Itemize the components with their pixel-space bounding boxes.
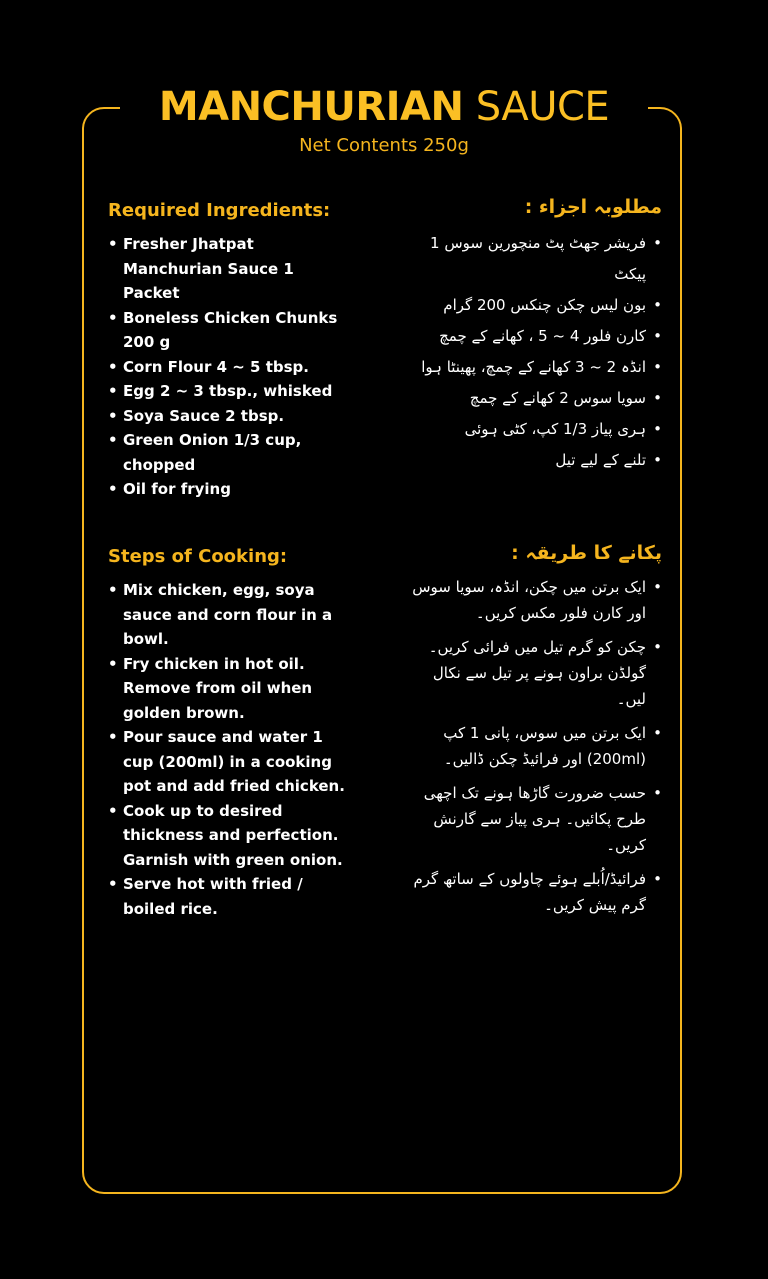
list-item: • Boneless Chicken Chunks 200 g [108,306,348,355]
list-item: • Fresher Jhatpat Manchurian Sauce 1 Packet [108,232,348,306]
list-item: • Soya Sauce 2 tbsp. [108,404,348,429]
list-item: • بون لیس چکن چنکس 200 گرام [410,290,662,321]
list-item: • Mix chicken, egg, soya sauce and corn flour in a bowl. [108,578,348,652]
list-item: • تلنے کے لیے تیل [410,445,662,476]
list-item: • Cook up to desired thickness and perfection. Garnish with green onion. [108,799,348,873]
steps-en-section [108,544,348,921]
list-item: • فریشر جھٹ پٹ منچورین سوس 1 پیکٹ [410,228,662,290]
title-bold: MANCHURIAN [158,84,464,130]
list-item: • Oil for frying [108,477,348,502]
ingredients-heading-ur: مطلوبہ اجزاء : [524,196,662,218]
ingredients-list-ur [410,228,662,476]
list-item: • حسب ضرورت گاڑھا ہونے تک اچھی طرح پکائیں۔ ہری پیاز سے گارنش کریں۔ [410,780,662,858]
list-item: • Egg 2 ~ 3 tbsp., whisked [108,379,348,404]
list-item: • ہری پیاز 1/3 کپ، کٹی ہوئی [410,414,662,445]
product-title [120,80,648,134]
steps-heading-ur: پکانے کا طریقہ : [511,542,662,564]
net-contents: Net Contents 250g [299,135,469,156]
list-item: • سویا سوس 2 کھانے کے چمچ [410,383,662,414]
steps-ur-section [410,540,662,926]
list-item: • Pour sauce and water 1 cup (200ml) in a cooking pot and add fried chicken. [108,725,348,799]
ingredients-list-en [108,232,348,502]
steps-list-en [108,578,348,921]
list-item: • کارن فلور 4 ~ 5 ، کھانے کے چمچ [410,321,662,352]
ingredients-en-section [108,198,348,502]
ingredients-heading-en: Required Ingredients: [108,200,331,221]
list-item: • Corn Flour 4 ~ 5 tbsp. [108,355,348,380]
list-item: • چکن کو گرم تیل میں فرائی کریں۔ گولڈن براون ہونے پر تیل سے نکال لیں۔ [410,634,662,712]
list-item: • فرائیڈ/اُبلے ہوئے چاولوں کے ساتھ گرم گرم پیش کریں۔ [410,866,662,918]
list-item: • Green Onion 1/3 cup, chopped [108,428,348,477]
ingredients-ur-section [410,194,662,476]
list-item: • ایک برتن میں سوس، پانی 1 کپ (200ml) اور فرائیڈ چکن ڈالیں۔ [410,720,662,772]
title-light: SAUCE [475,84,610,130]
list-item: • Fry chicken in hot oil. Remove from oil when golden brown. [108,652,348,726]
list-item: • Serve hot with fried / boiled rice. [108,872,348,921]
steps-heading-en: Steps of Cooking: [108,546,288,567]
steps-list-ur [410,574,662,918]
list-item: • انڈہ 2 ~ 3 کھانے کے چمچ، پھینٹا ہوا [410,352,662,383]
title-block [120,80,648,134]
list-item: • ایک برتن میں چکن، انڈہ، سویا سوس اور کارن فلور مکس کریں۔ [410,574,662,626]
